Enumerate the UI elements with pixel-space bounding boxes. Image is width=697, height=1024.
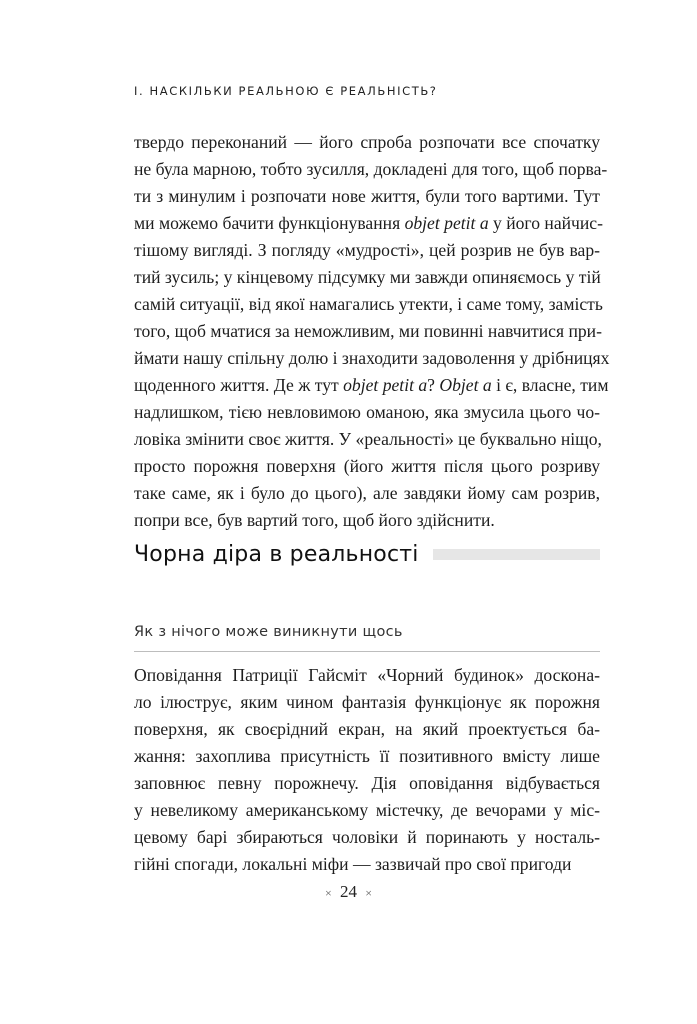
text-line: поверхня, як своєрідний екран, на який проектується ба- <box>134 719 600 739</box>
section-heading: Чорна діра в реальності <box>134 541 419 567</box>
text-line: тий зусиль; у кінцевому підсумку ми завжди опиняємось у тій <box>134 267 601 287</box>
text-segment: щоденного життя. Де ж тут <box>134 375 344 395</box>
text-line: ло ілюструє, яким чином фантазія функціонує як порожня <box>134 692 600 712</box>
text-line: тішому вигляді. З погляду «мудрості», цей розрив не був вар- <box>134 240 600 260</box>
text-line: таке саме, як і було до цього), але завдяки йому сам розрив, <box>134 483 600 503</box>
text-line: заповнює певну порожнечу. Дія оповідання відбувається <box>134 773 600 793</box>
italic-term: objet petit a <box>343 375 428 395</box>
italic-term: Objet a <box>439 375 492 395</box>
text-line: надлишком, тією невловимою оманою, яка змусила цього чо- <box>134 402 600 422</box>
text-line: ловіка змінити своє життя. У «реальності» це буквально ніщо, <box>134 429 602 449</box>
italic-term: objet petit a <box>404 213 489 233</box>
text-line: твердо переконаний — його спроба розпочати все спочатку <box>134 132 600 152</box>
text-segment: ми можемо бачити функціонування <box>134 213 405 233</box>
running-head: I. НАСКІЛЬКИ РЕАЛЬНОЮ Є РЕАЛЬНІСТЬ? <box>134 84 438 98</box>
text-line: не була марною, тобто зусилля, докладені для того, щоб порва- <box>134 159 608 179</box>
folio-ornament-right: × <box>365 886 373 900</box>
text-line: просто порожня поверхня (його життя після цього розриву <box>134 456 600 476</box>
page-number: 24 <box>340 882 357 901</box>
heading-rule <box>433 549 600 560</box>
text-line <box>134 210 603 237</box>
text-line: у невеликому американському містечку, де вечорами у міс- <box>134 800 600 820</box>
page-folio <box>0 882 697 902</box>
subheading-rule <box>134 651 600 652</box>
body-paragraph <box>134 129 610 534</box>
folio-ornament-left: × <box>324 886 332 900</box>
text-line: самій ситуації, від якої намагались утекти, і саме тому, замість <box>134 294 603 314</box>
text-line: цевому барі збираються чоловіки й поринають у носталь- <box>134 827 600 847</box>
text-line: жання: захоплива присутність її позитивного вмісту лише <box>134 746 600 766</box>
text-segment: у його найчис- <box>488 213 603 233</box>
text-line <box>134 372 609 399</box>
text-line: ймати нашу спільну долю і знаходити задоволення у дрібницях <box>134 348 610 368</box>
section-heading-row <box>134 536 600 572</box>
text-segment: і є, власне, тим <box>491 375 609 395</box>
text-line: того, щоб мчатися за неможливим, ми повинні навчитися при- <box>134 321 602 341</box>
text-segment: ? <box>427 375 440 395</box>
text-line: попри все, був вартий того, щоб його здійснити. <box>134 510 495 530</box>
text-line: Оповідання Патриції Гайсміт «Чорний будинок» доскона- <box>134 665 600 685</box>
text-line: ти з минулим і розпочати нове життя, були того вартими. Тут <box>134 186 600 206</box>
section-subheading: Як з нічого може виникнути щось <box>134 624 403 640</box>
text-line: гійні спогади, локальні міфи — зазвичай про свої пригоди <box>134 854 572 874</box>
body-paragraph <box>134 662 600 878</box>
